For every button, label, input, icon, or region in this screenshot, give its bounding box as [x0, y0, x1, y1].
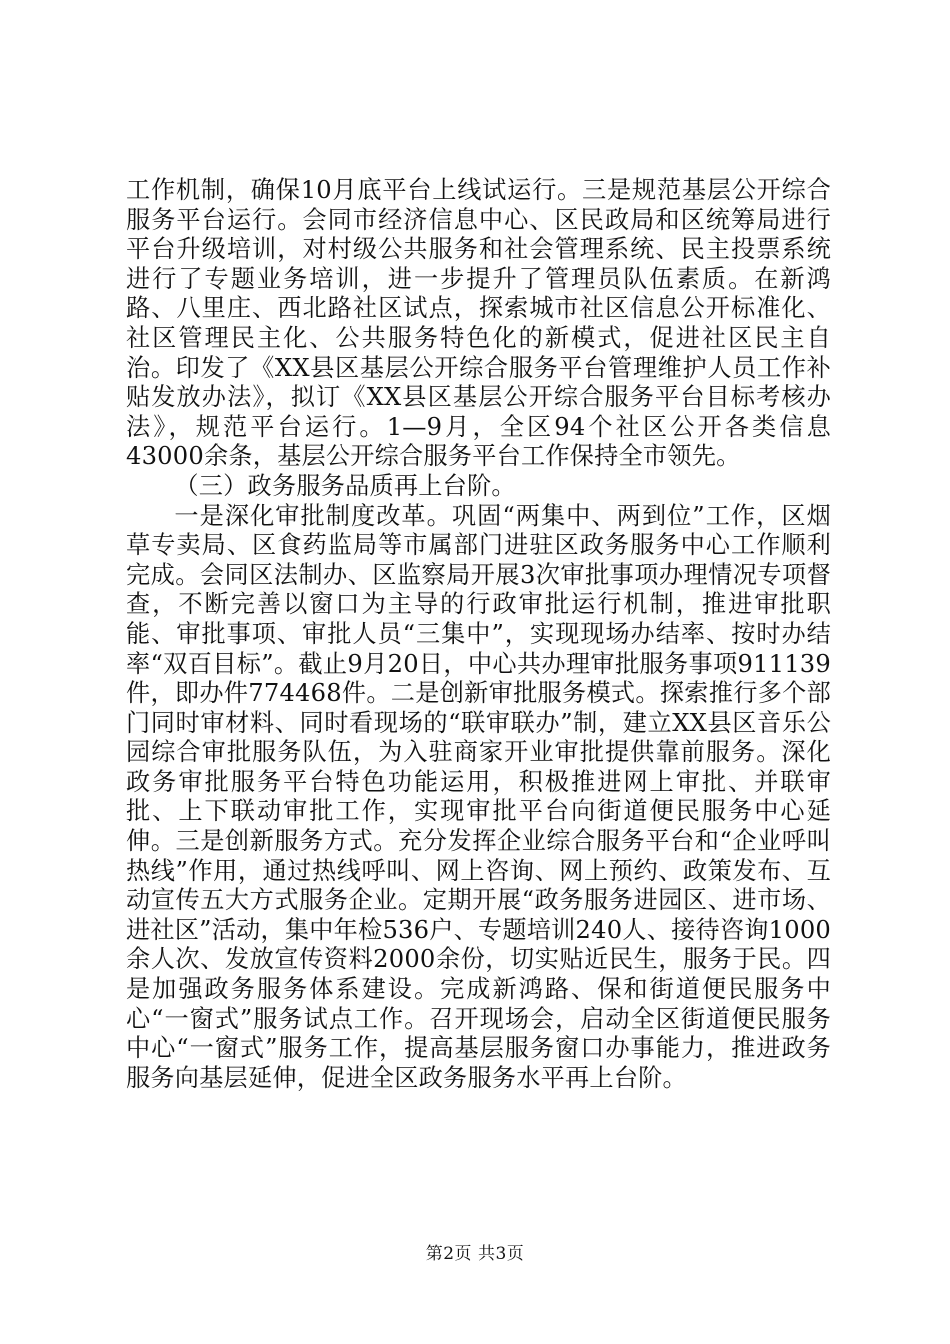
section-heading: （三）政务服务品质再上台阶。	[174, 471, 516, 500]
paragraph-body: 一是深化审批制度改革。巩固“两集中、两到位”工作，区烟草专卖局、区食药监局等市属部门进驻区政务服务中心工作顺利完成。会同区法制办、区监察局开展3次审批事项办理情况专项督查，不断完善以窗口为主导的行政审批运行机制，推进审批职能、审批事项、审批人员“三集中”，实现现场办结率、按时办结率“双百目标”。截止9月20日，中心共办理审批服务事项911139件，即办件774468件。二是创新审批服务模式。探索推行多个部门同时审材料、同时看现场的“联审联办”制，建立XX县区音乐公园综合审批服务队伍，为入驻商家开业审批提供靠前服务。深化政务审批服务平台特色功能运用，积极推进网上审批、并联审批、上下联动审批工作，实现审批平台向街道便民服务中心延伸。三是创新服务方式。充分发挥企业综合服务平台和“企业呼叫热线”作用，通过热线呼叫、网上咨询、网上预约、政策发布、互动宣传五大方式服务企业。定期开展“政务服务进园区、进市场、进社区”活动，集中年检536户、专题培训240人、接待咨询1000余人次、发放宣传资料2000余份，切实贴近民生，服务于民。四是加强政务服务体系建设。完成新鸿路、保和街道便民服务中心“一窗式”服务试点工作。召开现场会，启动全区街道便民服务中心“一窗式”服务工作，提高基层服务窗口办事能力，推进政务服务向基层延伸，促进全区政务服务水平再上台阶。	[126, 501, 831, 1092]
document-body	[126, 176, 831, 1093]
paragraph-continuation: 工作机制，确保10月底平台上线试运行。三是规范基层公开综合服务平台运行。会同市经济信息中心、区民政局和区统筹局进行平台升级培训，对村级公共服务和社会管理系统、民主投票系统进行了专题业务培训，进一步提升了管理员队伍素质。在新鸿路、八里庄、西北路社区试点，探索城市社区信息公开标准化、社区管理民主化、公共服务特色化的新模式，促进社区民主自治。印发了《XX县区基层公开综合服务平台管理维护人员工作补贴发放办法》，拟订《XX县区基层公开综合服务平台目标考核办法》，规范平台运行。1—9月，全区94个社区公开各类信息43000余条，基层公开综合服务平台工作保持全市领先。	[126, 176, 831, 471]
page-footer: 第2页 共3页	[425, 1244, 525, 1264]
